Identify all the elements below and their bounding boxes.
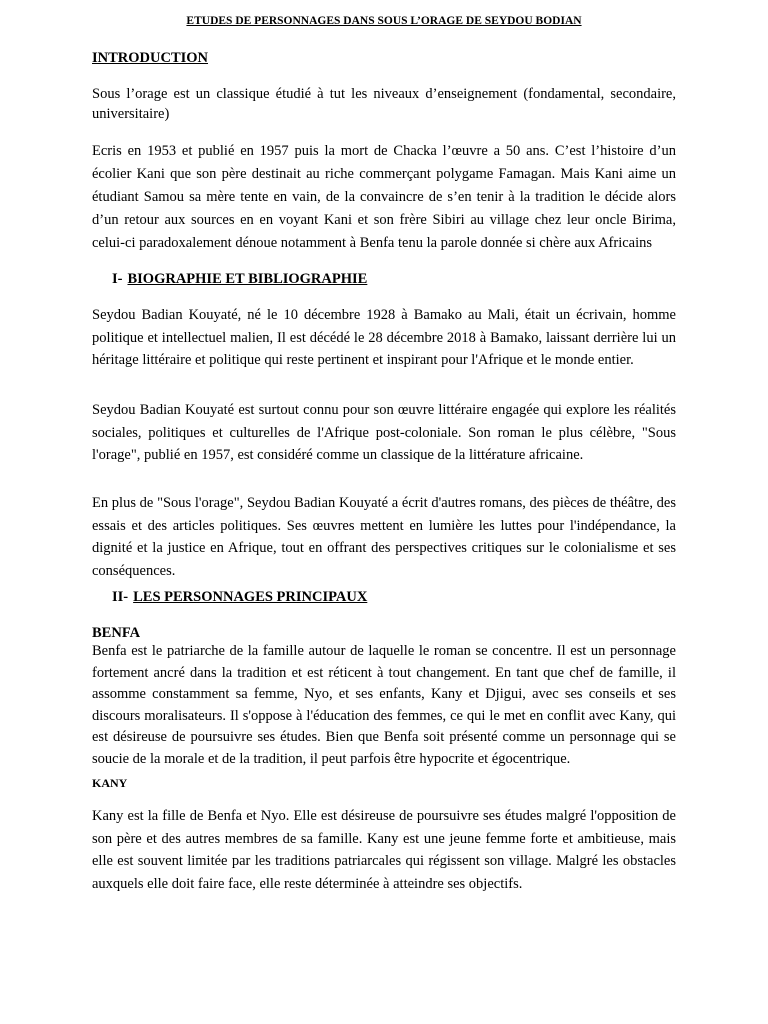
introduction-paragraph-1: Sous l’orage est un classique étudié à tut les niveaux d’enseignement (fondamental, secondaire, universitaire) [92,86,676,122]
character-text-benfa: Benfa est le patriarche de la famille autour de laquelle le roman se concentre. Il est un personnage fortement ancré dans la tradition et est réticent à tout changement. En tant que chef de famille, il assomme constamment sa femme, Nyo, et ses enfants, Kany et Djigui, avec ses conseils et ses discours moralisateurs. Il s'oppose à l'éducation des femmes, ce qui le met en conflit avec Kany, qui est désireuse de poursuivre ses études. Bien que Benfa soit présenté comme un personnage qui se soucie de la morale et de la tradition, il peut parfois être hypocrite et égocentrique. [92,643,676,767]
section2-heading-text: LES PERSONNAGES PRINCIPAUX [133,589,368,605]
section2-number: II- [112,589,129,605]
introduction-heading [92,49,208,68]
section1-heading-text: BIOGRAPHIE ET BIBLIOGRAPHIE [127,271,368,287]
character-text-kany: Kany est la fille de Benfa et Nyo. Elle est désireuse de poursuivre ses études malgré l'opposition de son père et des autres membres de sa famille. Kany est une jeune femme forte et ambitieuse, mais elle est souvent limitée par les traditions patriarcales qui régissent son village. Malgré les obstacles auxquels elle doit faire face, elle reste déterminée à atteindre ses objectifs. [92,808,676,892]
document-title: ETUDES DE PERSONNAGES DANS SOUS L’ORAGE DE SEYDOU BODIAN [186,15,582,27]
section1-heading [112,270,367,289]
character-name-benfa: BENFA [92,625,141,641]
introduction-paragraph-2: Ecris en 1953 et publié en 1957 puis la mort de Chacka l’œuvre a 50 ans. C’est l’histoire d’un écolier Kani que son père destinait au riche commerçant polygame Famagan. Mais Kani aime un étudiant Samou sa mère tente en vain, de la convaincre de s’en tenir à la tradition le décide alors d’un retour aux sources en en voyant Kani et son frère Sibiri au village chez leur oncle Birima, celui-ci paradoxalement dénoue notamment à Benfa tenu la parole donnée si chère aux Africains [92,143,676,251]
section1-paragraph-1: Seydou Badian Kouyaté, né le 10 décembre 1928 à Bamako au Mali, était un écrivain, homme politique et intellectuel malien, Il est décédé le 28 décembre 2018 à Bamako, laissant derrière lui un héritage littéraire et politique qui reste pertinent et inspirant pour l'Afrique et le monde entier. [92,307,676,368]
section1-number: I- [112,271,123,287]
section1-paragraph-3: En plus de "Sous l'orage", Seydou Badian Kouyaté a écrit d'autres romans, des pièces de théâtre, des essais et des articles politiques. Ses œuvres mettent en lumière les luttes pour l'indépendance, la dignité et la justice en Afrique, tout en offrant des perspectives critiques sur le colonialisme et ses conséquences. [92,495,676,579]
section1-paragraph-2: Seydou Badian Kouyaté est surtout connu pour son œuvre littéraire engagée qui explore les réalités sociales, politiques et culturelles de l'Afrique post-coloniale. Son roman le plus célèbre, "Sous l'orage", publié en 1957, est considéré comme un classique de la littérature africaine. [92,402,676,463]
introduction-heading-text: INTRODUCTION [92,50,209,66]
character-name-kany: KANY [92,776,128,790]
section2-heading [112,588,367,607]
